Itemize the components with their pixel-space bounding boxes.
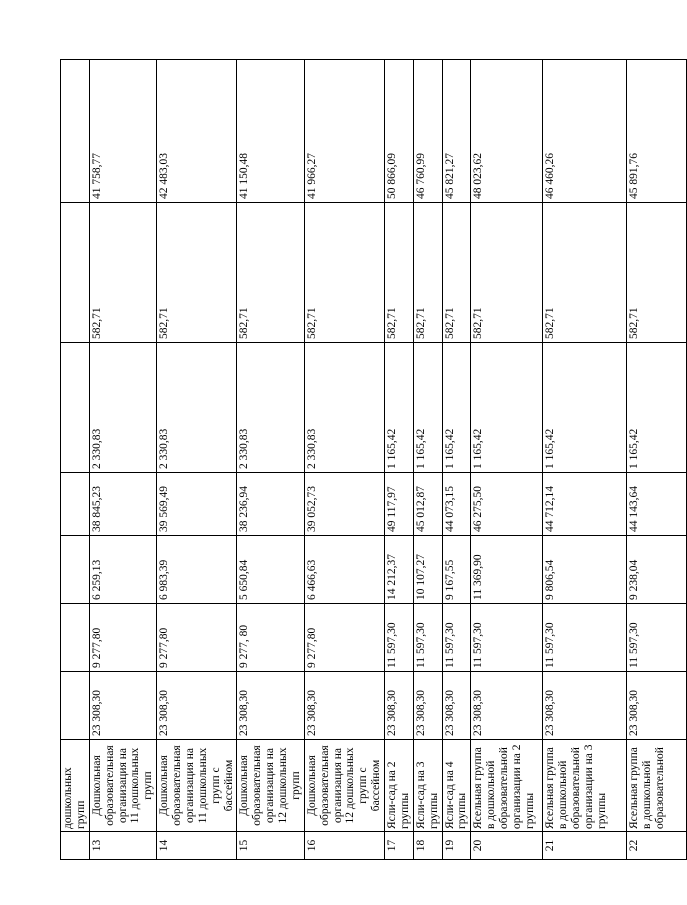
row-number-cell: [61, 832, 90, 860]
table-row: [385, 60, 414, 860]
value-cell: 45 012,87: [413, 473, 442, 536]
row-number-cell: 22: [627, 832, 687, 860]
value-cell: 45 891,76: [627, 60, 687, 203]
value-cell: 41 150,48: [237, 60, 304, 203]
value-cell: 582,71: [627, 203, 687, 343]
value-cell: 11 597,30: [471, 604, 543, 672]
name-cell: Ясельная группа в дошкольной образовательной организации на 3 группы: [543, 740, 627, 832]
row-number-cell: 18: [413, 832, 442, 860]
value-cell: 6 983,39: [157, 536, 237, 604]
table-row: [89, 60, 156, 860]
name-cell: Ясельная группа в дошкольной образовательной: [627, 740, 687, 832]
row-number-cell: 14: [157, 832, 237, 860]
value-cell: 2 330,83: [237, 343, 304, 473]
value-cell: 9 167,55: [442, 536, 471, 604]
value-cell: 14 212,37: [385, 536, 414, 604]
value-cell: 50 866,09: [385, 60, 414, 203]
value-cell: 48 023,62: [471, 60, 543, 203]
value-cell: 44 712,14: [543, 473, 627, 536]
value-cell: 9 238,04: [627, 536, 687, 604]
value-cell: 5 650,84: [237, 536, 304, 604]
name-cell: Ясли-сад на 4 группы: [442, 740, 471, 832]
name-cell: Ясли-сад на 3 группы: [413, 740, 442, 832]
value-cell: 9 277, 80: [237, 604, 304, 672]
value-cell: 2 330,83: [157, 343, 237, 473]
name-cell: Ясельная группа в дошкольной образовательной организации на 2 группы: [471, 740, 543, 832]
row-number-cell: 21: [543, 832, 627, 860]
value-cell: 9 277,80: [157, 604, 237, 672]
name-cell: Дошкольная образовательная организация на 12 дошкольных групп: [237, 740, 304, 832]
value-cell: 23 308,30: [543, 672, 627, 740]
value-cell: 2 330,83: [304, 343, 384, 473]
value-cell: 39 052,73: [304, 473, 384, 536]
value-cell: 9 277,80: [89, 604, 156, 672]
value-cell: 11 597,30: [543, 604, 627, 672]
name-cell: дошкольных групп: [61, 740, 90, 832]
value-cell: 45 821,27: [442, 60, 471, 203]
value-cell: 6 259,13: [89, 536, 156, 604]
value-cell: 23 308,30: [385, 672, 414, 740]
value-cell: 1 165,42: [543, 343, 627, 473]
value-cell: 9 277,80: [304, 604, 384, 672]
value-cell: 6 466,63: [304, 536, 384, 604]
value-cell: 582,71: [237, 203, 304, 343]
table-row: [413, 60, 442, 860]
name-cell: Ясли-сад на 2 группы: [385, 740, 414, 832]
value-cell: 39 569,49: [157, 473, 237, 536]
table-row: [157, 60, 237, 860]
row-number-cell: 16: [304, 832, 384, 860]
value-cell: 9 806,54: [543, 536, 627, 604]
value-cell: 23 308,30: [89, 672, 156, 740]
row-number-cell: 20: [471, 832, 543, 860]
value-cell: 23 308,30: [471, 672, 543, 740]
value-cell: 41 758,77: [89, 60, 156, 203]
row-number-cell: 17: [385, 832, 414, 860]
value-cell: 1 165,42: [442, 343, 471, 473]
rotated-table-page: [60, 60, 666, 860]
table-row: [237, 60, 304, 860]
value-cell: 41 966,27: [304, 60, 384, 203]
value-cell: 11 597,30: [627, 604, 687, 672]
value-cell: 42 483,03: [157, 60, 237, 203]
value-cell: 11 597,30: [413, 604, 442, 672]
value-cell: 11 597,30: [385, 604, 414, 672]
value-cell: 582,71: [543, 203, 627, 343]
cost-table: [60, 59, 687, 860]
value-cell: 49 117,97: [385, 473, 414, 536]
value-cell: 582,71: [413, 203, 442, 343]
value-cell: 582,71: [157, 203, 237, 343]
value-cell: 1 165,42: [471, 343, 543, 473]
value-cell: 582,71: [442, 203, 471, 343]
name-cell: Дошкольная образовательная организация на 11 дошкольных групп: [89, 740, 156, 832]
value-cell: 11 369,90: [471, 536, 543, 604]
value-cell: 1 165,42: [627, 343, 687, 473]
row-number-cell: 13: [89, 832, 156, 860]
value-cell: 23 308,30: [237, 672, 304, 740]
value-cell: 44 073,15: [442, 473, 471, 536]
value-cell: 38 845,23: [89, 473, 156, 536]
value-cell: 2 330,83: [89, 343, 156, 473]
value-cell: 23 308,30: [413, 672, 442, 740]
table-row: [304, 60, 384, 860]
value-cell: 46 460,26: [543, 60, 627, 203]
value-cell: 582,71: [304, 203, 384, 343]
value-cell: 11 597,30: [442, 604, 471, 672]
value-cell: 1 165,42: [385, 343, 414, 473]
value-cell: 44 143,64: [627, 473, 687, 536]
value-cell: 38 236,94: [237, 473, 304, 536]
value-cell: 46 760,99: [413, 60, 442, 203]
value-cell: 23 308,30: [442, 672, 471, 740]
value-cell: 23 308,30: [627, 672, 687, 740]
table-row: [442, 60, 471, 860]
value-cell: 582,71: [385, 203, 414, 343]
value-cell: 10 107,27: [413, 536, 442, 604]
value-cell: 582,71: [471, 203, 543, 343]
table-row: [543, 60, 627, 860]
row-number-cell: 19: [442, 832, 471, 860]
name-cell: Дошкольная образовательная организация на 11 дошкольных групп с бассейном: [157, 740, 237, 832]
name-cell: Дошкольная образовательная организация на 12 дошкольных групп с бассейном: [304, 740, 384, 832]
table-row: [627, 60, 687, 860]
value-cell: 46 275,50: [471, 473, 543, 536]
value-cell: 23 308,30: [157, 672, 237, 740]
table-row: [471, 60, 543, 860]
value-cell: 23 308,30: [304, 672, 384, 740]
value-cell: 582,71: [89, 203, 156, 343]
table-row: [61, 60, 90, 860]
value-cell: 1 165,42: [413, 343, 442, 473]
row-number-cell: 15: [237, 832, 304, 860]
